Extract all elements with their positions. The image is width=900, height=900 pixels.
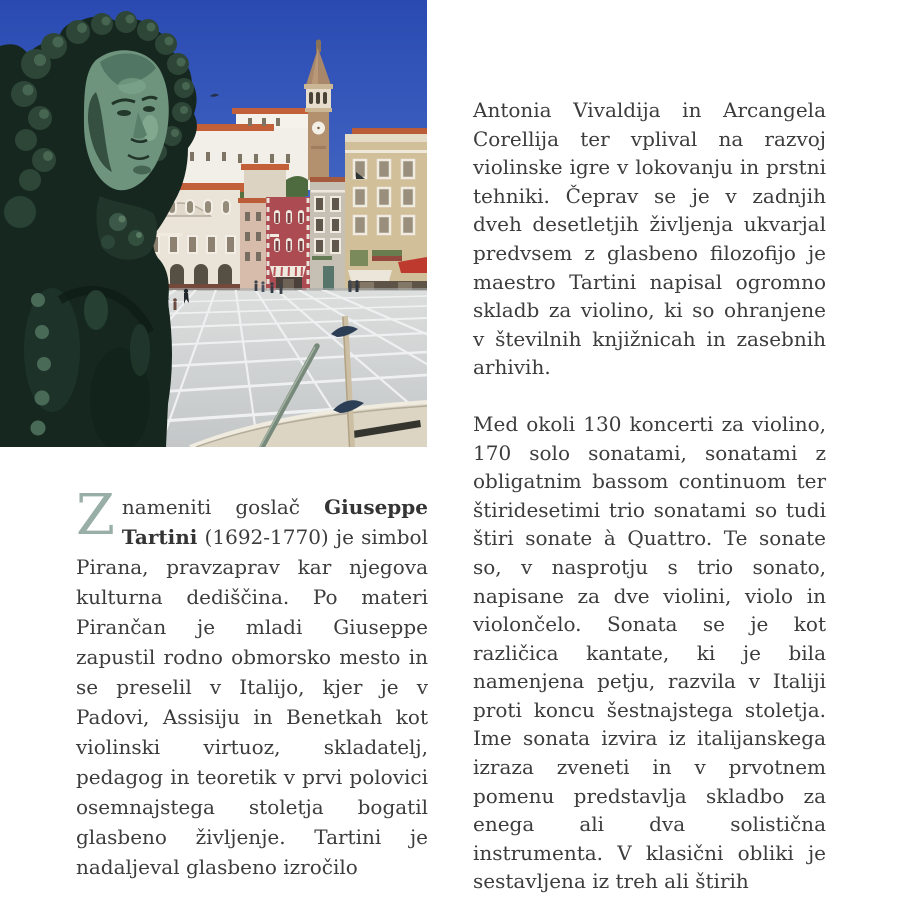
red-venetian-house: [266, 197, 310, 292]
green-shutters: [350, 250, 368, 266]
paragraph-1: Antonia Vivaldija in Arcangela Corellija ter vplival na razvoj violinske igre v lokovanju in prstni tehniki. Čeprav se je v zadnjih dveh desetletjih življenja ukvarjal predvsem z glasbeno filozofijo je maestro Tartini napisal ogromno skladb za violino, ki so ohranjene v številnih knjižnicah in zasebnih arhivih.: [473, 98, 826, 380]
intro-paragraph: [76, 483, 428, 882]
drop-cap: Z: [76, 483, 115, 548]
pink-building: [238, 198, 268, 292]
artist-name-bold: Giuseppe Tartini: [121, 495, 428, 549]
piran-square-photo: [0, 0, 427, 447]
intro-text: nameniti goslač: [121, 495, 325, 519]
paragraph-2: Med okoli 130 koncerti za violino, 170 solo sonatami, sonatami z obligatnim bassom continuom ter štiridesetimi trio sonatami so tudi štiri sonate à Quattro. Te sonate so, v nasprotju s trio sonato, napisane za dve violini, violo in violončelo. Sonata se je kot različica kantate, ki je bila namenjena petju, razvila v Italiji proti koncu šestnajstega stoletja. Ime sonata izvira iz italijanskega izraza zveneti in v prvotnem pomenu predstavlja skladbo za enega ali dva solistična instrumenta. V klasični obliki je sestavljena iz treh ali štirih: [473, 411, 826, 894]
left-column: [76, 483, 428, 882]
tan-building: [345, 128, 427, 292]
gray-building: [310, 177, 348, 292]
flower-balcony: [372, 256, 402, 261]
intro-body-text: (1692-1770) je simbol Pirana, pravzaprav kar njegova kulturna dediščina. Po materi Pirančan je mladi Giuseppe zapustil rodno obmorsko mesto in se preselil v Italijo, kjer je v Padovi, Assisiju in Benetkah kot violinski virtuoz, skladatelj, pedagog in teoretik v prvi polovici osemnajstega stoletja bogatil glasbeno življenje. Tartini je nadaljeval glasbeno izročilo: [76, 525, 428, 879]
right-column: [473, 96, 826, 896]
